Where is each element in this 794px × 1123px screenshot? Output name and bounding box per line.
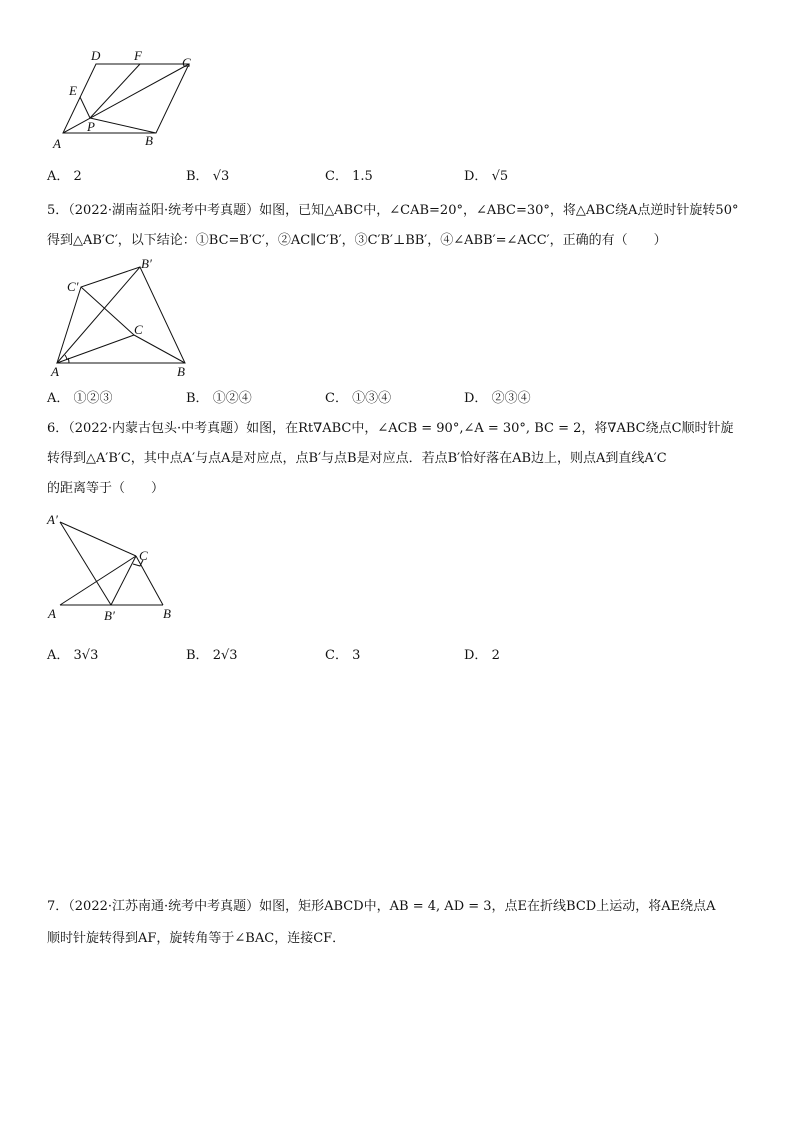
q6-option-a[interactable]: A． 3√3 [47,648,99,663]
q5-option-d[interactable]: D． ②③④ [464,391,531,406]
q7-stem-line1: 7．（2022·江苏南通·统考中考真题）如图，矩形ABCD中，AB = 4, AD = 3，点E在折线BCD上运动，将AE绕点A [47,899,716,914]
q5-figure [45,255,205,380]
q6-stem-line1: 6．（2022·内蒙古包头·中考真题）如图，在Rt∇ABC中，∠ACB = 90°,∠A = 30°, BC = 2，将∇ABC绕点C顺时针旋 [47,421,734,436]
q6-figure [45,508,185,628]
q5-label-Bprime: B′ [141,256,152,271]
q5-stem-line2: 得到△AB′C′，以下结论：①BC=B′C′，②AC∥C′B′，③C′B′⊥BB′，④∠ABB′=∠ACC′，正确的有（ ） [47,233,667,248]
q4-option-c[interactable]: C． 1.5 [325,169,373,184]
q4-options [47,165,747,183]
q4-label-A: A [53,136,61,151]
q4-label-D: D [91,48,101,63]
q5-label-C: C [134,322,143,337]
q4-option-d[interactable]: D． √5 [464,169,509,184]
q5-options [47,387,747,405]
q4-option-b[interactable]: B． √3 [186,169,230,184]
q5-option-a[interactable]: A． ①②③ [47,391,113,406]
q6-label-C: C [139,548,148,563]
q4-label-E: E [69,83,77,98]
q6-option-c[interactable]: C． 3 [325,648,361,663]
q5-option-b[interactable]: B． ①②④ [186,391,252,406]
q4-option-a[interactable]: A． 2 [47,169,82,184]
q6-option-b[interactable]: B． 2√3 [186,648,238,663]
q6-label-Bprime: B′ [104,608,115,623]
q6-options [47,644,747,662]
q4-label-P: P [87,119,95,134]
q6-stem-line2: 转得到△A′B′C，其中点A′与点A是对应点，点B′与点B是对应点．若点B′恰好落在AB边上，则点A到直线A′C [47,451,667,466]
q4-label-C: C [182,55,191,70]
q6-label-Aprime: A′ [47,512,58,527]
q4-figure [45,45,215,155]
q6-label-A: A [48,606,56,621]
q4-label-F: F [134,48,142,63]
q5-label-Cprime: C′ [67,279,79,294]
q6-option-d[interactable]: D． 2 [464,648,500,663]
q6-label-B: B [163,606,171,621]
q5-label-B: B [177,364,185,379]
q4-label-B: B [145,133,153,148]
q5-stem-line1: 5．（2022·湖南益阳·统考中考真题）如图，已知△ABC中，∠CAB=20°，∠ABC=30°，将△ABC绕A点逆时针旋转50° [47,203,739,218]
q5-label-A: A [51,364,59,379]
q7-stem-line2: 顺时针旋转得到AF，旋转角等于∠BAC，连接CF． [47,931,346,946]
q5-option-c[interactable]: C． ①③④ [325,391,392,406]
q6-stem-line3: 的距离等于（ ） [47,481,165,496]
